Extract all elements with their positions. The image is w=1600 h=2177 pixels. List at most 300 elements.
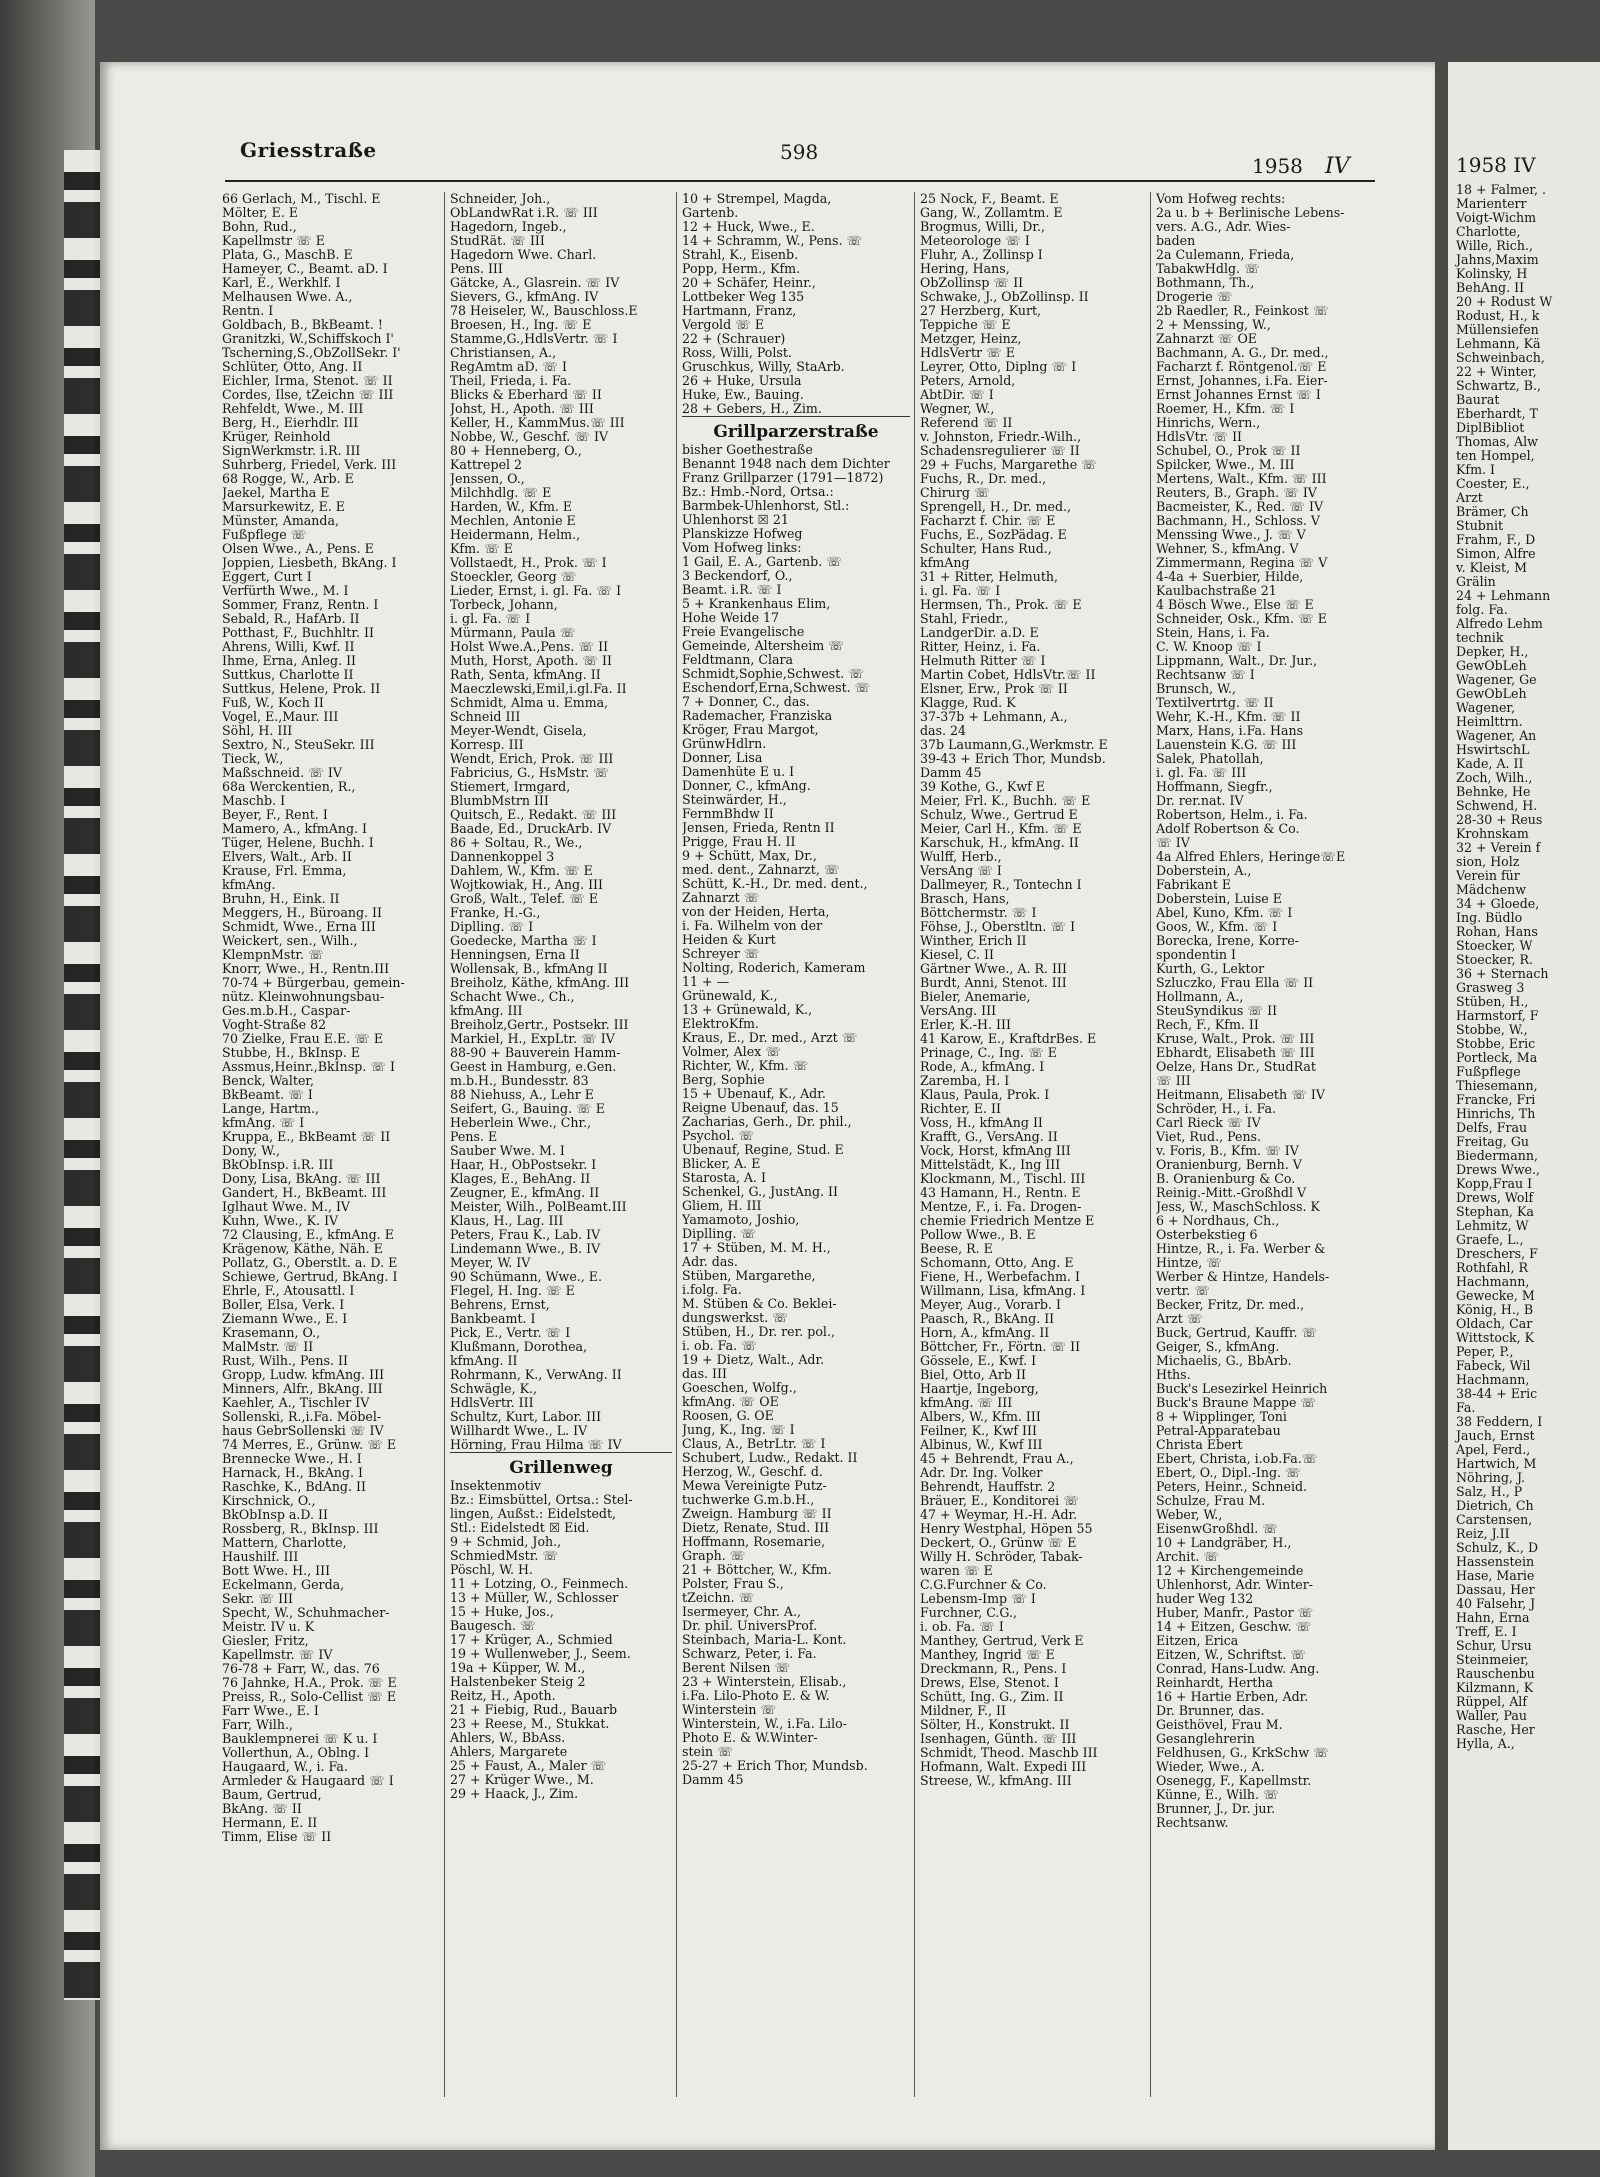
directory-entry-line: Sebald, R., HafArb. II xyxy=(222,611,360,626)
directory-entry-line: Sollenski, R.,i.Fa. Möbel- xyxy=(222,1409,382,1424)
directory-entry-line: Eggert, Curt I xyxy=(222,569,312,584)
directory-entry-line: Insektenmotiv xyxy=(450,1478,541,1493)
directory-entry-line: Hoffmann, Rosemarie, xyxy=(682,1534,826,1549)
directory-entry-line: Olsen Wwe., A., Pens. E xyxy=(222,541,374,556)
directory-entry-line: kfmAng xyxy=(920,555,970,570)
directory-entry-line: Gliem, H. III xyxy=(682,1198,762,1213)
directory-entry-line: BkBeamt. ☏ I xyxy=(222,1087,313,1102)
directory-entry-line: 21 + Böttcher, W., Kfm. xyxy=(682,1562,832,1577)
directory-entry-line: Roosen, G. OE xyxy=(682,1408,774,1423)
directory-entry-line: nütz. Kleinwohnungsbau- xyxy=(222,989,385,1004)
directory-entry-line: Diplling. ☏ I xyxy=(450,919,534,934)
directory-entry-line: Reigne Ubenauf, das. 15 xyxy=(682,1100,839,1115)
directory-entry-line: 3 Beckendorf, O., xyxy=(682,568,793,583)
directory-entry-line: Fabrikant E xyxy=(1156,877,1232,892)
directory-entry-line: Winterstein, W., i.Fa. Lilo- xyxy=(682,1716,847,1731)
directory-entry-line: Hagedorn, Ingeb., xyxy=(450,219,567,234)
directory-entry-line: i. Fa. Wilhelm von der xyxy=(682,918,823,933)
directory-entry-line: Albers, W., Kfm. III xyxy=(920,1409,1041,1424)
directory-entry-line: Kraus, E., Dr. med., Arzt ☏ xyxy=(682,1030,858,1045)
directory-entry-line: 12 + Huck, Wwe., E. xyxy=(682,219,815,234)
directory-entry-line: 19a + Küpper, W. M., xyxy=(450,1660,586,1675)
directory-entry-line: 2a u. b + Berlinische Lebens- xyxy=(1156,205,1345,220)
directory-entry-line: 27 + Krüger Wwe., M. xyxy=(450,1772,594,1787)
directory-entry-line: Nobbe, W., Geschf. ☏ IV xyxy=(450,429,609,444)
facing-page-line: Stephan, Ka xyxy=(1456,1204,1534,1219)
directory-entry-line: Prinage, C., Ing. ☏ E xyxy=(920,1045,1057,1060)
directory-entry-line: Beese, R. E xyxy=(920,1241,993,1256)
directory-entry-line: FernmBhdw II xyxy=(682,806,774,821)
facing-page-line: Kfm. I xyxy=(1456,462,1495,477)
directory-entry-line: Osterbekstieg 6 xyxy=(1156,1227,1258,1242)
directory-entry-line: Boreckа, Irene, Korre- xyxy=(1156,933,1299,948)
directory-entry-line: Freie Evangelische xyxy=(682,624,805,639)
directory-entry-line: Schneider, Joh., xyxy=(450,192,551,206)
directory-entry-line: Adr. Dr. Ing. Volker xyxy=(920,1465,1043,1480)
directory-entry-line: Zahnarzt ☏ xyxy=(682,890,760,905)
directory-entry-line: Lippmann, Walt., Dr. Jur., xyxy=(1156,653,1318,668)
directory-entry-line: das. 24 xyxy=(920,723,967,738)
directory-entry-line: Feldtmann, Clara xyxy=(682,652,794,667)
directory-entry-line: Beyer, F., Rent. I xyxy=(222,807,328,822)
directory-entry-line: Schulze, Frau M. xyxy=(1156,1493,1266,1508)
directory-entry-line: 45 + Behrendt, Frau A., xyxy=(920,1451,1074,1466)
directory-entry-line: v. Foris, B., Kfm. ☏ IV xyxy=(1156,1143,1299,1158)
directory-entry-line: Hagedorn Wwe. Charl. xyxy=(450,247,597,262)
directory-entry-line: Meyer, Aug., Vorarb. I xyxy=(920,1297,1061,1312)
column-5 xyxy=(1156,192,1378,2122)
facing-page-line: BehAng. II xyxy=(1456,280,1525,295)
directory-entry-line: Krüger, Reinhold xyxy=(222,429,331,444)
directory-entry-line: 23 + Winterstein, Elisab., xyxy=(682,1674,847,1689)
directory-entry-line: Timm, Elise ☏ II xyxy=(222,1829,332,1844)
directory-entry-line: Hintze, ☏ xyxy=(1156,1255,1223,1270)
directory-entry-line: Dr. rer.nat. IV xyxy=(1156,793,1244,808)
directory-entry-line: Dreckmann, R., Pens. I xyxy=(920,1661,1067,1676)
directory-entry-line: Gesanglehrerin xyxy=(1156,1731,1255,1746)
directory-entry-line: 10 + Landgräber, H., xyxy=(1156,1535,1292,1550)
directory-entry-line: Mürmann, Paula ☏ xyxy=(450,625,576,640)
directory-entry-line: Sauber Wwe. M. I xyxy=(450,1143,565,1158)
directory-entry-line: Stüben, H., Dr. rer. pol., xyxy=(682,1324,835,1339)
directory-entry-line: Klußmann, Dorothea, xyxy=(450,1339,588,1354)
directory-entry-line: Schomann, Otto, Ang. E xyxy=(920,1255,1074,1270)
directory-entry-line: Michaelis, G., BbArb. xyxy=(1156,1353,1292,1368)
directory-entry-line: Meggers, H., Büroang. II xyxy=(222,905,383,920)
directory-entry-line: dungswerkst. ☏ xyxy=(682,1310,788,1325)
directory-entry-line: Bz.: Eimsbüttel, Ortsa.: Stel- xyxy=(450,1492,633,1507)
directory-entry-line: Biel, Otto, Arb II xyxy=(920,1367,1026,1382)
directory-entry-line: Peters, Frau K., Lab. IV xyxy=(450,1227,601,1242)
directory-entry-line: Hinrichs, Wern., xyxy=(1156,415,1261,430)
facing-page-line: König, H., B xyxy=(1456,1302,1534,1317)
directory-entry-line: Pöschl, W. H. xyxy=(450,1562,533,1577)
directory-entry-line: Bieler, Anemarie, xyxy=(920,989,1031,1004)
directory-entry-line: Uhlenhorst ☒ 21 xyxy=(682,512,789,527)
directory-entry-line: Suttkus, Charlotte II xyxy=(222,667,354,682)
facing-page-line: Behnke, He xyxy=(1456,784,1531,799)
directory-entry-line: Doberstein, A., xyxy=(1156,863,1252,878)
directory-entry-line: Klockmann, M., Tischl. III xyxy=(920,1171,1086,1186)
directory-entry-line: Meier, Carl H., Kfm. ☏ E xyxy=(920,821,1082,836)
directory-entry-line: Polster, Frau S., xyxy=(682,1576,784,1591)
directory-entry-line: Holst Wwe.A.,Pens. ☏ II xyxy=(450,639,609,654)
facing-page-line: Grälin xyxy=(1456,574,1496,589)
directory-entry-line: LandgerDir. a.D. E xyxy=(920,625,1039,640)
directory-entry-line: Ubenauf, Regine, Stud. E xyxy=(682,1142,844,1157)
directory-entry-line: Adolf Robertson & Co. xyxy=(1156,821,1300,836)
directory-entry-line: Stahl, Friedr., xyxy=(920,611,1009,626)
facing-page-line: Arzt xyxy=(1456,490,1483,505)
directory-entry-line: Pollow Wwe., B. E xyxy=(920,1227,1036,1242)
directory-entry-line: Manthey, Ingrid ☏ E xyxy=(920,1647,1055,1662)
directory-entry-line: Berg, Sophie xyxy=(682,1072,765,1087)
directory-entry-line: Klaus, H., Lag. III xyxy=(450,1213,564,1228)
directory-entry-line: Popp, Herm., Kfm. xyxy=(682,261,801,276)
directory-entry-line: das. III xyxy=(682,1366,727,1381)
directory-entry-line: Teppiche ☏ E xyxy=(920,317,1011,332)
header-volume: IV xyxy=(1325,154,1350,179)
directory-entry-line: i.folg. Fa. xyxy=(682,1282,742,1297)
directory-entry-line: 11 + — xyxy=(682,974,730,989)
directory-entry-line: EisenwGroßhdl. ☏ xyxy=(1156,1521,1279,1536)
directory-entry-line: ☏ III xyxy=(1156,1073,1191,1088)
directory-entry-line: Schneider, Osk., Kfm. ☏ E xyxy=(1156,611,1327,626)
facing-page-line: Oldach, Car xyxy=(1456,1316,1533,1331)
directory-entry-line: 29 + Fuchs, Margarethe ☏ xyxy=(920,457,1097,472)
facing-page-line: Rothfahl, R xyxy=(1456,1260,1529,1275)
directory-entry-line: Blicks & Eberhard ☏ II xyxy=(450,387,602,402)
directory-entry-line: SteuSyndikus ☏ II xyxy=(1156,1003,1278,1018)
directory-entry-line: 80 + Henneberg, O., xyxy=(450,443,582,458)
facing-page-line: 38-44 + Eric xyxy=(1456,1386,1538,1401)
directory-entry-line: Klages, E., BehAng. II xyxy=(450,1171,591,1186)
directory-entry-line: Wulff, Herb., xyxy=(920,849,1002,864)
directory-entry-line: ElektroKfm. xyxy=(682,1016,759,1031)
directory-entry-line: i. ob. Fa. ☏ I xyxy=(920,1619,1004,1634)
directory-entry-line: Peters, Heinr., Schneid. xyxy=(1156,1479,1308,1494)
directory-entry-line: Meteorologe ☏ I xyxy=(920,233,1030,248)
directory-entry-line: Peters, Arnold, xyxy=(920,373,1016,388)
directory-entry-line: i. gl. Fa. ☏ I xyxy=(450,611,531,626)
directory-entry-line: Stubbe, H., BkInsp. E xyxy=(222,1045,361,1060)
directory-entry-line: Elvers, Walt., Arb. II xyxy=(222,849,352,864)
facing-page-line: Wagener, An xyxy=(1456,728,1537,743)
directory-entry-line: tZeichn. ☏ xyxy=(682,1590,755,1605)
directory-entry-line: Rossberg, R., BkInsp. III xyxy=(222,1521,379,1536)
directory-entry-line: Assmus,Heinr.,BkInsp. ☏ I xyxy=(222,1059,395,1074)
facing-page-line: Kolinsky, H xyxy=(1456,266,1528,281)
directory-entry-line: 12 + Kirchengemeinde xyxy=(1156,1563,1304,1578)
directory-entry-line: SchmiedMstr. ☏ xyxy=(450,1548,559,1563)
facing-page-line: Schulz, K., D xyxy=(1456,1540,1539,1555)
directory-entry-line: Kurth, G., Lektor xyxy=(1156,961,1265,976)
directory-entry-line: Oranienburg, Bernh. V xyxy=(1156,1157,1302,1172)
directory-entry-line: waren ☏ E xyxy=(920,1563,993,1578)
directory-entry-line: Winterstein ☏ xyxy=(682,1702,777,1717)
directory-entry-line: Herzog, W., Geschf. d. xyxy=(682,1464,823,1479)
directory-entry-line: Sievers, G., kfmAng. IV xyxy=(450,289,599,304)
directory-entry-line: Eitzen, W., Schriftst. ☏ xyxy=(1156,1647,1307,1662)
facing-page-line: Biedermann, xyxy=(1456,1148,1538,1163)
directory-entry-line: Münster, Amanda, xyxy=(222,513,339,528)
directory-entry-line: Broesen, H., Ing. ☏ E xyxy=(450,317,592,332)
directory-entry-line: Albinus, W., Kwf III xyxy=(920,1437,1043,1452)
directory-entry-line: Rademacher, Franziska xyxy=(682,708,833,723)
directory-entry-line: 14 + Schramm, W., Pens. ☏ xyxy=(682,233,863,248)
facing-page-line: Schweinbach, xyxy=(1456,350,1545,365)
directory-entry-line: Harnack, H., BkAng. I xyxy=(222,1465,363,1480)
directory-entry-line: Kapellmstr. ☏ IV xyxy=(222,1647,333,1662)
directory-entry-line: Dannenkoppel 3 xyxy=(450,849,555,864)
directory-entry-line: Robertson, Helm., i. Fa. xyxy=(1156,807,1308,822)
facing-page-line: Carstensen, xyxy=(1456,1512,1533,1527)
directory-entry-line: Krasemann, O., xyxy=(222,1325,321,1340)
directory-entry-line: Zeugner, E., kfmAng. II xyxy=(450,1185,600,1200)
facing-page-line: Hase, Marie xyxy=(1456,1568,1535,1583)
directory-entry-line: Diplling. ☏ xyxy=(682,1226,757,1241)
directory-entry-line: 5 + Krankenhaus Elim, xyxy=(682,596,831,611)
directory-entry-line: Hermann, E. II xyxy=(222,1815,318,1830)
directory-entry-line: Tscherning,S.,ObZollSekr. I' xyxy=(222,345,401,360)
column-divider xyxy=(444,192,445,2097)
facing-page-line: Hartwich, M xyxy=(1456,1456,1537,1471)
directory-entry-line: Hörning, Frau Hilma ☏ IV xyxy=(450,1437,622,1452)
directory-entry-line: 1 Gail, E. A., Gartenb. ☏ xyxy=(682,554,842,569)
directory-entry-line: Yamamoto, Joshio, xyxy=(682,1212,800,1227)
facing-page-line: folg. Fa. xyxy=(1456,602,1508,617)
header-year: 1958 xyxy=(1252,154,1303,178)
facing-page-line: Hylla, A., xyxy=(1456,1736,1515,1751)
directory-entry-line: Steinbach, Maria-L. Kont. xyxy=(682,1632,847,1647)
directory-entry-line: Schmidt, Alma u. Emma, xyxy=(450,695,609,710)
facing-page-line: Stoecker, R. xyxy=(1456,952,1533,967)
directory-entry-line: Helmuth Ritter ☏ I xyxy=(920,653,1046,668)
directory-entry-line: Graph. ☏ xyxy=(682,1548,746,1563)
directory-entry-line: Bott Wwe. H., III xyxy=(222,1563,331,1578)
directory-entry-line: HdlsVertr. III xyxy=(450,1395,534,1410)
directory-entry-line: Bruhn, H., Eink. II xyxy=(222,891,340,906)
directory-entry-line: Furchner, C.G., xyxy=(920,1605,1018,1620)
directory-entry-line: Iglhaut Wwe. M., IV xyxy=(222,1199,351,1214)
facing-page-line: Graefe, L., xyxy=(1456,1232,1524,1247)
directory-entry-line: Conrad, Hans-Ludw. Ang. xyxy=(1156,1661,1320,1676)
directory-entry-line: 66 Gerlach, M., Tischl. E xyxy=(222,192,381,206)
page-title-street: Griesstraße xyxy=(240,138,377,162)
directory-entry-line: Archit. ☏ xyxy=(1156,1549,1220,1564)
directory-entry-line: Ernst Johannes Ernst ☏ I xyxy=(1156,387,1321,402)
directory-entry-line: 11 + Lotzing, O., Feinmech. xyxy=(450,1576,629,1591)
directory-entry-line: 41 Karow, E., KraftdrBes. E xyxy=(920,1031,1097,1046)
facing-page-line: Verein für xyxy=(1456,868,1520,883)
directory-entry-line: 74 Merres, E., Grünw. ☏ E xyxy=(222,1437,397,1452)
directory-entry-line: 10 + Strempel, Magda, xyxy=(682,192,832,206)
directory-entry-line: 76 Jahnke, H.A., Prok. ☏ E xyxy=(222,1675,397,1690)
facing-page-line: Treff, E. I xyxy=(1456,1624,1517,1639)
directory-entry-line: Carl Rieck ☏ IV xyxy=(1156,1115,1261,1130)
facing-page-line: Fabeck, Wil xyxy=(1456,1358,1531,1373)
directory-entry-line: Schmidt,Sophie,Schwest. ☏ xyxy=(682,666,865,681)
directory-entry-line: Zaremba, H. I xyxy=(920,1073,1010,1088)
directory-entry-line: lingen, Außst.: Eidelstedt, xyxy=(450,1506,617,1521)
spine-binding-strip xyxy=(64,150,100,2000)
facing-page-line: Peper, P., xyxy=(1456,1344,1514,1359)
directory-entry-line: Benannt 1948 nach dem Dichter xyxy=(682,456,890,471)
directory-entry-line: Starosta, A. I xyxy=(682,1170,766,1185)
directory-entry-line: vers. A.G., Adr. Wies- xyxy=(1156,219,1291,234)
facing-page-line: Frahm, F., D xyxy=(1456,532,1536,547)
directory-entry-line: MalMstr. ☏ II xyxy=(222,1339,314,1354)
directory-entry-line: Behrendt, Hauffstr. 2 xyxy=(920,1479,1056,1494)
facing-page-line: 28-30 + Reus xyxy=(1456,812,1543,827)
directory-entry-line: Jenssen, O., xyxy=(450,471,525,486)
directory-entry-line: BkObInsp a.D. II xyxy=(222,1507,329,1522)
directory-entry-line: BkAng. ☏ II xyxy=(222,1801,302,1816)
directory-entry-line: Haar, H., ObPostsekr. I xyxy=(450,1157,597,1172)
facing-page-line: sion, Holz xyxy=(1456,854,1520,869)
directory-entry-line: med. dent., Zahnarzt, ☏ xyxy=(682,862,840,877)
directory-entry-line: Photo E. & W.Winter- xyxy=(682,1730,818,1745)
directory-entry-line: C.G.Furchner & Co. xyxy=(920,1577,1047,1592)
directory-entry-line: kfmAng. xyxy=(222,877,276,892)
facing-page-line: Brämer, Ch xyxy=(1456,504,1529,519)
directory-entry-line: Ernst, Johannes, i.Fa. Eier- xyxy=(1156,373,1328,388)
directory-entry-line: Huber, Manfr., Pastor ☏ xyxy=(1156,1605,1314,1620)
directory-entry-line: 37b Laumann,G.,Werkmstr. E xyxy=(920,737,1108,752)
facing-page-line: Salz, H., P xyxy=(1456,1484,1523,1499)
facing-page-line: technik xyxy=(1456,630,1504,645)
directory-entry-line: Kruse, Walt., Prok. ☏ III xyxy=(1156,1031,1315,1046)
directory-entry-line: Heiden & Kurt xyxy=(682,932,776,947)
facing-page-line: Lehmann, Kä xyxy=(1456,336,1541,351)
directory-entry-line: Raschke, K., BdAng. II xyxy=(222,1479,366,1494)
directory-entry-line: Gätcke, A., Glasrein. ☏ IV xyxy=(450,275,620,290)
directory-entry-line: Farr Wwe., E. I xyxy=(222,1703,319,1718)
directory-entry-line: Bauklempnerei ☏ K u. I xyxy=(222,1731,378,1746)
directory-entry-line: kfmAng. III xyxy=(450,1003,523,1018)
directory-entry-line: Rode, A., kfmAng. I xyxy=(920,1059,1045,1074)
directory-entry-line: 25-27 + Erich Thor, Mundsb. xyxy=(682,1758,868,1773)
directory-entry-line: 39-43 + Erich Thor, Mundsb. xyxy=(920,751,1106,766)
directory-entry-line: Schmidt, Theod. Maschb III xyxy=(920,1745,1098,1760)
directory-entry-line: ObZollinsp ☏ II xyxy=(920,275,1024,290)
directory-entry-line: Christiansen, A., xyxy=(450,345,557,360)
directory-entry-line: Streese, W., kfmAng. III xyxy=(920,1773,1072,1788)
directory-entry-line: Rechtsanw. xyxy=(1156,1815,1229,1830)
facing-page-line: Harmstorf, F xyxy=(1456,1008,1539,1023)
facing-page-line: Stoecker, W xyxy=(1456,938,1533,953)
directory-entry-line: Kirschnick, O., xyxy=(222,1493,316,1508)
directory-entry-line: ☏ IV xyxy=(1156,835,1190,850)
facing-page-lines xyxy=(1448,183,1600,1751)
directory-entry-line: Seifert, G., Bauing. ☏ E xyxy=(450,1101,605,1116)
directory-entry-line: Gandert, H., BkBeamt. III xyxy=(222,1185,387,1200)
directory-entry-line: Keller, H., KammMus.☏ III xyxy=(450,415,625,430)
directory-entry-line: Quitsch, E., Redakt. ☏ III xyxy=(450,807,617,822)
directory-entry-line: Hohe Weide 17 xyxy=(682,610,780,625)
facing-page-line: 24 + Lehmann xyxy=(1456,588,1551,603)
directory-entry-line: Fußpflege ☏ xyxy=(222,527,307,542)
directory-entry-line: 88-90 + Bauverein Hamm- xyxy=(450,1045,621,1060)
directory-entry-line: Jaekel, Martha E xyxy=(222,485,330,500)
facing-page-line: Stobbe, Eric xyxy=(1456,1036,1536,1051)
directory-entry-line: Ebert, O., Dipl.-Ing. ☏ xyxy=(1156,1465,1301,1480)
directory-entry-line: Torbeck, Johann, xyxy=(450,597,558,612)
directory-entry-line: Korresp. III xyxy=(450,737,524,752)
facing-page-line: Thiesemann, xyxy=(1456,1078,1538,1093)
directory-entry-line: i. gl. Fa. ☏ III xyxy=(1156,765,1247,780)
directory-entry-line: Mamero, A., kfmAng. I xyxy=(222,821,367,836)
directory-entry-line: Burdt, Anni, Stenot. III xyxy=(920,975,1067,990)
facing-page-line: Delfs, Frau xyxy=(1456,1120,1528,1135)
directory-entry-line: Markiel, H., ExpLtr. ☏ IV xyxy=(450,1031,615,1046)
directory-entry-line: SignWerkmstr. i.R. III xyxy=(222,443,361,458)
directory-entry-line: BlumbMstrn III xyxy=(450,793,549,808)
directory-entry-line: Christa Ebert xyxy=(1156,1437,1243,1452)
directory-entry-line: 47 + Weymar, H.-H. Adr. xyxy=(920,1507,1078,1522)
directory-entry-line: Stein, Hans, i. Fa. xyxy=(1156,625,1270,640)
directory-entry-line: 43 Hamann, H., Rentn. E xyxy=(920,1185,1081,1200)
directory-entry-line: Bz.: Hmb.-Nord, Ortsa.: xyxy=(682,484,834,499)
directory-entry-line: Boller, Elsa, Verk. I xyxy=(222,1297,345,1312)
directory-entry-line: 25 + Faust, A., Maler ☏ xyxy=(450,1758,607,1773)
directory-entry-line: Meister, Wilh., PolBeamt.III xyxy=(450,1199,627,1214)
directory-entry-line: Dallmeyer, R., Tontechn I xyxy=(920,877,1082,892)
directory-entry-line: Strahl, K., Eisenb. xyxy=(682,247,799,262)
directory-entry-line: baden xyxy=(1156,233,1196,248)
facing-page-line: Zoch, Wilh., xyxy=(1456,770,1533,785)
directory-entry-line: Rath, Senta, kfmAng. II xyxy=(450,667,601,682)
directory-entry-line: Schacht Wwe., Ch., xyxy=(450,989,575,1004)
facing-page-line: Hahn, Erna xyxy=(1456,1610,1530,1625)
facing-page-line: Hassenstein xyxy=(1456,1554,1535,1569)
directory-entry-line: 7 + Donner, C., das. xyxy=(682,694,810,709)
directory-entry-line: Volmer, Alex ☏ xyxy=(682,1044,782,1059)
directory-entry-line: Salek, Phatollah, xyxy=(1156,751,1264,766)
directory-entry-line: Bacmeister, K., Red. ☏ IV xyxy=(1156,499,1324,514)
street-heading: Grillparzerstraße xyxy=(682,416,910,443)
facing-page-line: Rüppel, Alf xyxy=(1456,1694,1527,1709)
directory-entry-line: Geiger, S., kfmAng. xyxy=(1156,1339,1280,1354)
directory-entry-line: Maeczlewski,Emil,i.gl.Fa. II xyxy=(450,681,627,696)
directory-entry-line: Kruppa, E., BkBeamt ☏ II xyxy=(222,1129,391,1144)
directory-entry-line: Stamme,G.,HdlsVertr. ☏ I xyxy=(450,331,618,346)
directory-entry-line: Dony, Lisa, BkAng. ☏ III xyxy=(222,1171,381,1186)
directory-entry-line: Stl.: Eidelstedt ☒ Eid. xyxy=(450,1520,590,1535)
facing-page-line: Hachmann, xyxy=(1456,1274,1530,1289)
directory-entry-line: Hering, Hans, xyxy=(920,261,1010,276)
directory-entry-line: Ross, Willi, Polst. xyxy=(682,345,792,360)
directory-entry-line: Gruschkus, Willy, StaArb. xyxy=(682,359,845,374)
directory-entry-line: Sekr. ☏ III xyxy=(222,1591,294,1606)
directory-entry-line: Johst, H., Apoth. ☏ III xyxy=(450,401,594,416)
directory-entry-line: Heidermann, Helm., xyxy=(450,527,581,542)
directory-entry-line: Dahlem, W., Kfm. ☏ E xyxy=(450,863,593,878)
directory-entry-line: Maschb. I xyxy=(222,793,286,808)
facing-page-line: DiplBibliot xyxy=(1456,420,1525,435)
facing-page-line: Nöhring, J. xyxy=(1456,1470,1526,1485)
directory-entry-line: Kaulbachstraße 21 xyxy=(1156,583,1277,598)
directory-entry-line: Dr. phil. UniversProf. xyxy=(682,1618,818,1633)
directory-entry-line: Gemeinde, Altersheim ☏ xyxy=(682,638,844,653)
facing-page-line: Drews Wwe., xyxy=(1456,1162,1540,1177)
directory-entry-line: B. Oranienburg & Co. xyxy=(1156,1171,1296,1186)
street-heading: Grillenweg xyxy=(450,1452,672,1479)
directory-entry-line: 37-37b + Lehmann, A., xyxy=(920,709,1068,724)
directory-entry-line: Mechlen, Antonie E xyxy=(450,513,576,528)
directory-entry-line: 8 + Wipplinger, Toni xyxy=(1156,1409,1287,1424)
directory-entry-line: Gang, W., Zollamtm. E xyxy=(920,205,1063,220)
